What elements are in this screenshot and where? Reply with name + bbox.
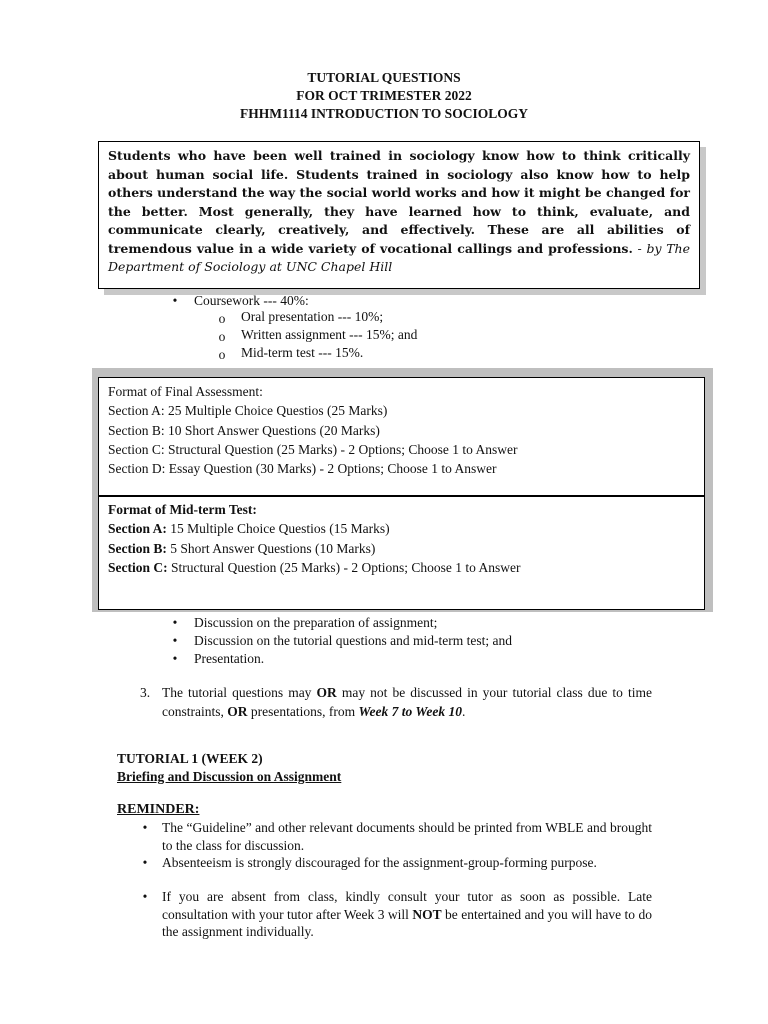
- final-assessment-box: [98, 377, 705, 496]
- reminder-heading: REMINDER:: [117, 802, 200, 817]
- final-section-b: Section B: 10 Short Answer Questions (20 Marks): [108, 422, 380, 438]
- section-label: Section A:: [108, 521, 167, 537]
- title-line-2: FOR OCT TRIMESTER 2022: [296, 88, 472, 103]
- bullet-icon: •: [142, 855, 148, 870]
- section-text: Structural Question (25 Marks) - 2 Options; Choose 1 to Answer: [167, 559, 521, 575]
- text-run: The tutorial questions may: [162, 685, 317, 700]
- midterm-section-b: [108, 539, 695, 558]
- quote-text: Students who have been well trained in sociology know how to think critically about human social life. Students trained in sociology also know how to help others understand the way the social world works and how it might be changed for the better. Most generally, they have learned how to think, evaluate, and communicate clearly, creatively, and effectively. These are all abilities of tremendous value in a wide variety of vocational callings and professions.: [108, 148, 690, 256]
- tutorial-heading: TUTORIAL 1 (WEEK 2): [117, 751, 263, 766]
- text-run: be entertained and you will have to do the assignment individually.: [162, 906, 652, 939]
- bullet-icon: •: [172, 293, 178, 308]
- quote-box: [98, 141, 700, 289]
- bullet-icon: •: [172, 615, 178, 630]
- midterm-section-c: [108, 558, 695, 577]
- coursework-item: Written assignment --- 15%; and: [241, 327, 418, 342]
- emphasis: OR: [316, 685, 337, 700]
- final-section-c: Section C: Structural Question (25 Marks) - 2 Options; Choose 1 to Answer: [108, 441, 518, 457]
- sub-bullet-icon: o: [218, 347, 226, 362]
- discussion-item: Presentation.: [194, 651, 265, 666]
- bullet-icon: •: [172, 633, 178, 648]
- section-label: Section B:: [108, 540, 167, 556]
- coursework-main: Coursework --- 40%:: [194, 293, 309, 308]
- discussion-item: Discussion on the tutorial questions and mid-term test; and: [194, 633, 512, 648]
- bullet-icon: •: [142, 889, 148, 904]
- coursework-item: Mid-term test --- 15%.: [241, 345, 364, 360]
- sub-bullet-icon: o: [218, 311, 226, 326]
- midterm-section-a: [108, 519, 695, 538]
- point-3-text: [162, 684, 652, 721]
- section-text: 15 Multiple Choice Questios (15 Marks): [166, 521, 390, 537]
- point-number: 3.: [140, 685, 151, 700]
- emphasis: OR: [227, 703, 248, 719]
- bullet-icon: •: [172, 651, 178, 666]
- reminder-item: Absenteeism is strongly discouraged for the assignment-group-forming purpose.: [162, 855, 597, 870]
- title-line-3: FHHM1114 INTRODUCTION TO SOCIOLOGY: [240, 106, 528, 121]
- text-run: may not be discussed in your tutorial class due to time constraints,: [162, 685, 652, 719]
- section-label: Section C:: [108, 559, 168, 575]
- text-run: If you are absent from class, kindly consult your tutor as soon as possible. Late consultation with your tutor after Week 3 will: [162, 889, 652, 922]
- midterm-box: [98, 496, 705, 610]
- text-run: presentations, from: [247, 703, 359, 719]
- emphasis: Week 7 to Week 10: [358, 703, 462, 719]
- section-text: 5 Short Answer Questions (10 Marks): [166, 540, 376, 556]
- reminder-item: [162, 888, 652, 941]
- final-section-d: Section D: Essay Question (30 Marks) - 2 Options; Choose 1 to Answer: [108, 461, 497, 477]
- title-line-1: TUTORIAL QUESTIONS: [307, 70, 461, 85]
- final-assessment-heading: Format of Final Assessment:: [108, 384, 263, 399]
- midterm-heading: Format of Mid-term Test:: [108, 502, 257, 517]
- discussion-item: Discussion on the preparation of assignment;: [194, 615, 438, 630]
- emphasis: NOT: [412, 906, 442, 922]
- tutorial-subheading: Briefing and Discussion on Assignment: [117, 769, 342, 784]
- final-section-a: Section A: 25 Multiple Choice Questios (25 Marks): [108, 403, 388, 419]
- sub-bullet-icon: o: [218, 329, 226, 344]
- quote-attribution: - by The Department of Sociology at UNC Chapel Hill: [108, 240, 691, 274]
- coursework-item: Oral presentation --- 10%;: [241, 309, 384, 324]
- text-run: .: [461, 703, 466, 719]
- reminder-item: The “Guideline” and other relevant documents should be printed from WBLE and brought to the class for discussion.: [162, 820, 652, 853]
- bullet-icon: •: [142, 820, 148, 835]
